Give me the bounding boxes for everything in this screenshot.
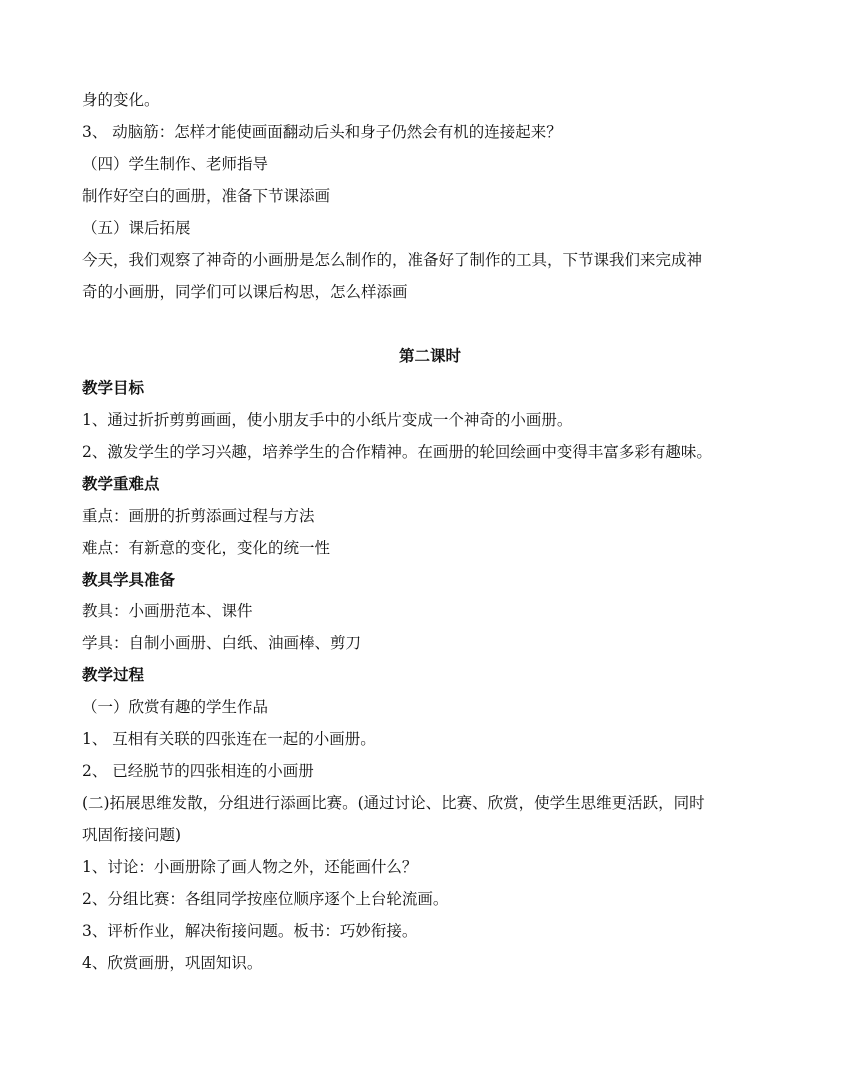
process-item: 2、 已经脱节的四张相连的小画册	[82, 762, 314, 780]
goal-item: 1、通过折折剪剪画画，使小朋友手中的小纸片变成一个神奇的小画册。	[82, 411, 573, 429]
process-heading: 教学过程	[82, 666, 145, 684]
focus-heading: 教学重难点	[82, 475, 160, 493]
process-item: 2、分组比赛：各组同学按座位顺序逐个上台轮流画。	[82, 890, 449, 908]
focus-key: 重点：画册的折剪添画过程与方法	[82, 507, 315, 525]
paragraph-line: 制作好空白的画册，准备下节课添画	[82, 187, 331, 205]
paragraph-line: 奇的小画册，同学们可以课后构思，怎么样添画	[82, 283, 408, 301]
focus-difficult: 难点：有新意的变化，变化的统一性	[82, 539, 331, 557]
paragraph-line: 今天，我们观察了神奇的小画册是怎么制作的，准备好了制作的工具，下节课我们来完成神	[82, 251, 703, 269]
process-item: 1、 互相有关联的四张连在一起的小画册。	[82, 730, 376, 748]
lesson-title: 第二课时	[398, 347, 461, 365]
process-item: 4、欣赏画册，巩固知识。	[82, 954, 263, 972]
section-heading: （五）课后拓展	[82, 219, 191, 237]
process-item: 3、评析作业，解决衔接问题。板书：巧妙衔接。	[82, 922, 418, 940]
materials-teacher: 教具：小画册范本、课件	[82, 602, 253, 620]
section-heading: （四）学生制作、老师指导	[82, 155, 269, 173]
goals-heading: 教学目标	[82, 379, 145, 397]
paragraph-line: 3、 动脑筋：怎样才能使画面翻动后头和身子仍然会有机的连接起来？	[82, 123, 562, 141]
materials-student: 学具：自制小画册、白纸、油画棒、剪刀	[82, 634, 362, 652]
process-step: （一）欣赏有趣的学生作品	[82, 698, 269, 716]
process-step: (二)拓展思维发散，分组进行添画比赛。(通过讨论、比赛、欣赏，使学生思维更活跃，同时	[82, 794, 705, 812]
goal-item: 2、激发学生的学习兴趣，培养学生的合作精神。在画册的轮回绘画中变得丰富多彩有趣味。	[82, 443, 712, 461]
materials-heading: 教具学具准备	[82, 571, 176, 589]
paragraph-line: 身的变化。	[82, 91, 160, 109]
process-item: 1、讨论：小画册除了画人物之外，还能画什么？	[82, 858, 418, 876]
process-step-continued: 巩固衔接问题)	[82, 826, 182, 844]
